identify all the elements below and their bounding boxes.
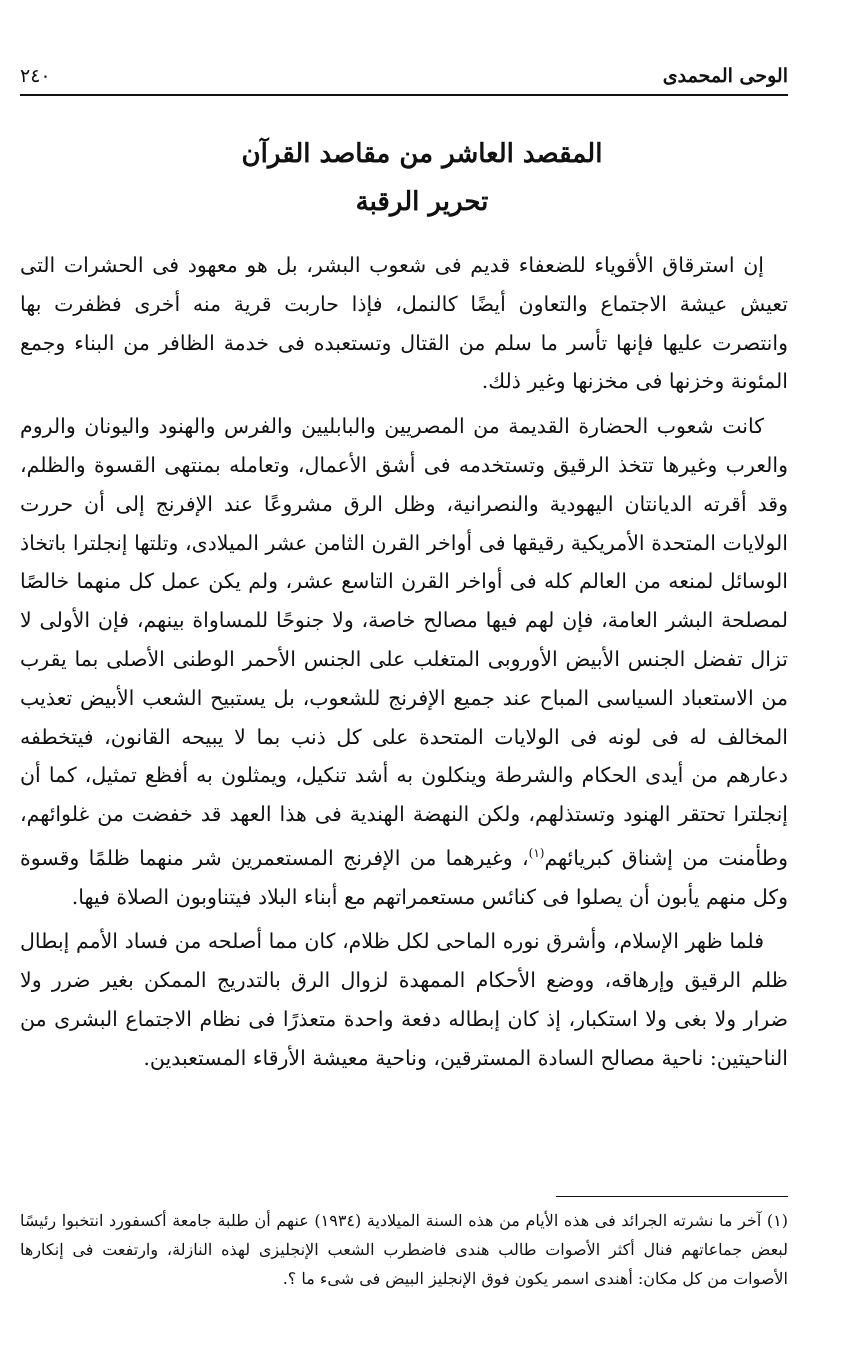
paragraph-2: [20, 407, 788, 916]
chapter-headings: [0, 132, 844, 224]
chapter-title: المقصد العاشر من مقاصد القرآن: [241, 139, 603, 169]
paragraph-2-part-b: ، وغيرهما من الإفرنج المستعمرين شر منهما ظلمًا وقسوة وكل منهم يأبون أن يصلوا فى كنائس مستعمراتهم مع أبناء البلاد فيتناوبون الصلاة فيها.: [20, 845, 788, 909]
paragraph-3: فلما ظهر الإسلام، وأشرق نوره الماحى لكل ظلام، كان مما أصلحه من فساد الأمم إبطال ظلم الرقيق وإرهاقه، ووضع الأحكام الممهدة لزوال الرق بالتدريج الممكن بغير ضرر ولا ضرار ولا بغى ولا استكبار، إذ كان إبطاله دفعة واحدة متعذرًا فى نظام الاجتماع البشرى من الناحيتين: ناحية مصالح السادة المسترقين، وناحية معيشة الأرقاء المستعبدين.: [20, 929, 788, 1070]
page-number: ٢٤٠: [20, 65, 51, 87]
body-text: [20, 246, 788, 1084]
paragraph-1: إن استرقاق الأقوياء للضعفاء قديم فى شعوب البشر، بل هو معهود فى الحشرات التى تعيش عيشة الاجتماع والتعاون أيضًا كالنمل، فإذا حاربت قرية منه أخرى فظفرت بها وانتصرت عليها فإنها تأسر ما سلم من القتال وتستعبده فى خدمة الظافر من البناء وجمع المئونة وخزنها فى مخزنها وغير ذلك.: [20, 253, 788, 394]
running-title: الوحى المحمدى: [662, 65, 788, 87]
footnote: (١) آخر ما نشرته الجرائد فى هذه الأيام من هذه السنة الميلادية (١٩٣٤) عنهم أن طلبة جامعة أكسفورد انتخبوا رئيسًا لبعض جماعاتهم فنال أكثر الأصوات طالب هندى فاضطرب الشعب الإنجليزى لهذه النازلة، وارتفعت فى إنكارها الأصوات من كل مكان: أهندى اسمر يكون فوق الإنجليز البيض فى شىء ما ؟.: [20, 1211, 788, 1288]
page-header: [20, 58, 788, 96]
chapter-subtitle: تحرير الرقبة: [355, 187, 489, 217]
paragraph-2-part-a: كانت شعوب الحضارة القديمة من المصريين والبابليين والفرس والهنود واليونان والروم والعرب وغيرها تتخذ الرقيق وتستخدمه فى أشق الأعمال، وتعامله بمنتهى القسوة والظلم، وقد أقرته الديانتان اليهودية والنصرانية، وظل الرق مشروعًا عند الإفرنج إلى أن حررت الولايات المتحدة الأمريكية رقيقها فى أواخر القرن الثامن عشر الميلادى، وتلتها إنجلترا باتخاذ الوسائل لمنعه من العالم كله فى أواخر القرن التاسع عشر، ولم يكن عمل كل منهما خالصًا لمصلحة البشر العامة، فإن لهم فيها مصالح خاصة، ولا جنوحًا للمساواة بينهم، فإن الأولى لا تزال تفضل الجنس الأبيض الأوروبى المتغلب على الجنس الأحمر الوطنى الأصلى بما يقرب من الاستعباد السياسى المباح عند جميع الإفرنج للشعوب، بل يستبيح الشعب الأبيض تعذيب المخالف له فى لونه فى الولايات المتحدة على كل ذنب بما لا يبيحه القانون، فيتخطفه دعارهم من أيدى الحكام والشرطة وينكلون به أشد تنكيل، ويمثلون به أفظع تمثيل، كما أن إنجلترا تحتقر الهنود وتستذلهم، ولكن النهضة الهندية فى هذا العهد قد خفضت من غلوائهم، وطأمنت من إشناق كبريائهم: [20, 414, 788, 870]
footnote-marker: (١): [528, 845, 545, 860]
footnote-divider: [556, 1196, 788, 1197]
